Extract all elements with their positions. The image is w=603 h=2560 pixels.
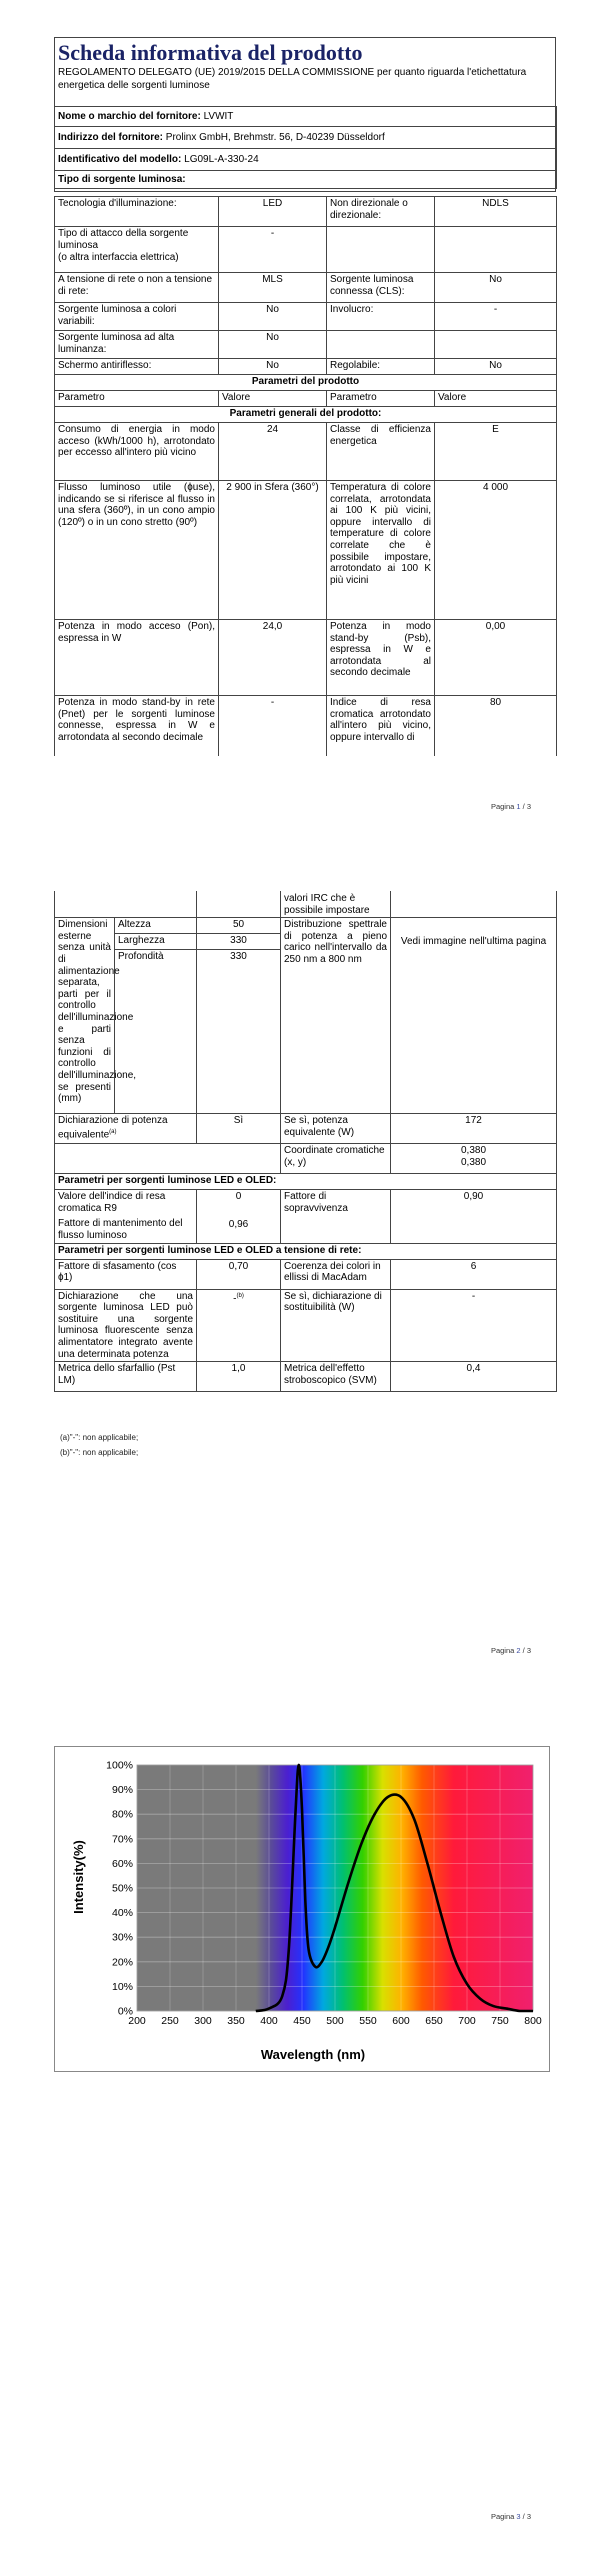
y-tick-label: 70%: [111, 1833, 133, 1846]
supplier-row: Nome o marchio del fornitore: LVWIT: [55, 107, 557, 127]
retro-label: Dichiarazione che una sorgente luminosa LED può sostituire una sorgente luminosa fluorescente senza alimentatore integrato avente una determinata potenza: [55, 1289, 197, 1362]
type-row-1-c: [327, 227, 435, 273]
y-tick-label: 30%: [111, 1931, 133, 1944]
general-row-1-d: 4 000: [435, 481, 557, 620]
y-tick-label: 20%: [111, 1956, 133, 1969]
general-row-3-d: 80: [435, 696, 557, 756]
x-tick-label: 300: [194, 2015, 212, 2027]
type-row-2-c: Sorgente luminosa connessa (CLS):: [327, 273, 435, 303]
r9-maint-label: Valore dell'indice di resa cromatica R9 Fattore di mantenimento del flusso luminoso: [55, 1190, 197, 1243]
survival-label: Fattore di sopravvivenza: [281, 1190, 391, 1243]
dimensions-label: Dimensioni esterne senza unità di alimentazione separata, parti per il controllo dell'illuminazione e parti senza funzioni di controllo dell'illuminazione, se presenti (mm): [55, 918, 115, 1114]
spectral-chart: [54, 1746, 550, 2072]
x-tick-label: 800: [524, 2015, 542, 2027]
spectral-value: Vedi immagine nell'ultima pagina: [391, 918, 557, 1114]
macadam-value: 6: [391, 1259, 557, 1289]
type-row-2-b: MLS: [219, 273, 327, 303]
page-2: [0, 843, 603, 1684]
page2-table: [54, 891, 557, 1392]
x-tick-label: 500: [326, 2015, 344, 2027]
equiv-power-label: Se sì, potenza equivalente (W): [281, 1114, 391, 1144]
params-header: Parametri del prodotto: [55, 375, 557, 391]
type-row-0-b: LED: [219, 197, 327, 227]
general-row-2-d: 0,00: [435, 620, 557, 696]
x-tick-label: 650: [425, 2015, 443, 2027]
type-row-0-a: Tecnologia d'illuminazione:: [55, 197, 219, 227]
page-number-2: Pagina 2 / 3: [490, 1646, 531, 1655]
x-tick-label: 600: [392, 2015, 410, 2027]
type-row-3-b: No: [219, 303, 327, 331]
equiv-value: Sì: [197, 1114, 281, 1144]
type-row-0-d: NDLS: [435, 197, 557, 227]
type-row-4-b: No: [219, 331, 327, 359]
general-row-0-a: Consumo di energia in modo acceso (kWh/1000 h), arrotondato per eccesso all'intero più vicino: [55, 423, 219, 481]
general-row-3-b: -: [219, 696, 327, 756]
cont-a: [55, 892, 115, 918]
y-tick-label: 60%: [111, 1857, 133, 1870]
mains-header: Parametri per sorgenti luminose LED e OLED a tensione di rete:: [55, 1243, 557, 1259]
type-row-3-c: Involucro:: [327, 303, 435, 331]
x-tick-label: 250: [161, 2015, 179, 2027]
model-row: Identificativo del modello: LG09L-A-330-24: [55, 149, 557, 171]
cont-b: [197, 892, 281, 918]
type-table: [54, 196, 557, 756]
x-tick-label: 700: [458, 2015, 476, 2027]
retro-power-label: Se sì, dichiarazione di sostituibilità (W): [281, 1289, 391, 1362]
flicker-label: Metrica dello sfarfallio (Pst LM): [55, 1362, 197, 1392]
cont-a2: [115, 892, 197, 918]
strobo-value: 0,4: [391, 1362, 557, 1392]
r9-maint-value: 0 0,96: [197, 1190, 281, 1243]
general-row-2-c: Potenza in modo stand-by (Psb), espressa in W e arrotondata al secondo decimale: [327, 620, 435, 696]
dim-height-value: 50: [197, 918, 281, 934]
y-tick-label: 40%: [111, 1907, 133, 1920]
y-tick-label: 100%: [106, 1759, 133, 1772]
address-row: Indirizzo del fornitore: Prolinx GmbH, Brehmstr. 56, D-40239 Düsseldorf: [55, 127, 557, 149]
dim-width-label: Larghezza: [115, 934, 197, 950]
general-row-1-c: Temperatura di colore correlata, arrotondata ai 100 K più vicini, oppure intervallo di temperature di colore correlate che è possibile impostare, arrotondato ai 100 K più vicini: [327, 481, 435, 620]
type-row-1-a: Tipo di attacco della sorgente luminosa (o altra interfaccia elettrica): [55, 227, 219, 273]
page-number-3: Pagina 3 / 3: [490, 2512, 531, 2521]
general-row-2-b: 24,0: [219, 620, 327, 696]
strobo-label: Metrica dell'effetto stroboscopico (SVM): [281, 1362, 391, 1392]
type-row-0-c: Non direzionale o direzionale:: [327, 197, 435, 227]
phase-label: Fattore di sfasamento (cos ɸ1): [55, 1259, 197, 1289]
col-header-param2: Parametro: [327, 391, 435, 407]
general-row-1-a: Flusso luminoso utile (ɸuse), indicando se si riferisce al flusso in una sfera (360º), in un cono ampio (120º) o in un cono stretto (90º): [55, 481, 219, 620]
x-axis-label: Wavelength (nm): [260, 2047, 366, 2062]
page-3: [0, 1686, 603, 2560]
spectral-label: Distribuzione spettrale di potenza a pieno carico nell'intervallo da 250 nm a 800 nm: [281, 918, 391, 1114]
x-tick-label: 400: [260, 2015, 278, 2027]
equiv-label: Dichiarazione di potenza equivalente$^{(a)}$: [55, 1114, 197, 1144]
survival-value: 0,90: [391, 1190, 557, 1243]
y-tick-label: 0%: [117, 2005, 133, 2018]
general-row-1-b: 2 900 in Sfera (360°): [219, 481, 327, 620]
flicker-value: 1,0: [197, 1362, 281, 1392]
y-tick-label: 50%: [111, 1882, 133, 1895]
y-tick-label: 80%: [111, 1808, 133, 1821]
dim-depth-value: 330: [197, 950, 281, 1114]
general-row-3-c: Indice di resa cromatica arrotondato all'intero più vicino, oppure intervallo di: [327, 696, 435, 756]
type-row-5-b: No: [219, 359, 327, 375]
general-row-0-d: E: [435, 423, 557, 481]
chroma-label: Coordinate cromatiche (x, y): [281, 1144, 391, 1174]
x-ticks: [128, 2015, 542, 2027]
x-tick-label: 450: [293, 2015, 311, 2027]
page-1: [0, 0, 603, 841]
dim-depth-label: Profondità: [115, 950, 197, 1114]
dim-width-value: 330: [197, 934, 281, 950]
regulation-text: REGOLAMENTO DELEGATO (UE) 2019/2015 DELLA COMMISSIONE per quanto riguarda l'etichettatura energetica delle sorgenti luminose: [58, 67, 527, 91]
general-row-3-a: Potenza in modo stand-by in rete (Pnet) per le sorgenti luminose connesse, espressa in W e arrotondata al secondo decimale: [55, 696, 219, 756]
x-tick-label: 550: [359, 2015, 377, 2027]
chroma-empty: [55, 1144, 281, 1174]
type-row-3-d: -: [435, 303, 557, 331]
general-row-0-c: Classe di efficienza energetica: [327, 423, 435, 481]
source-type-row: Tipo di sorgente luminosa:: [55, 171, 557, 189]
col-header-value: Valore: [219, 391, 327, 407]
type-row-2-a: A tensione di rete o non a tensione di rete:: [55, 273, 219, 303]
page-number-1: Pagina 1 / 3: [490, 802, 531, 811]
y-tick-label: 90%: [111, 1784, 133, 1797]
type-row-1-b: -: [219, 227, 327, 273]
x-tick-label: 200: [128, 2015, 146, 2027]
led-header: Parametri per sorgenti luminose LED e OLED:: [55, 1174, 557, 1190]
supplier-table: [54, 106, 557, 189]
chroma-value: 0,380 0,380: [391, 1144, 557, 1174]
phase-value: 0,70: [197, 1259, 281, 1289]
general-header: Parametri generali del prodotto:: [55, 407, 557, 423]
y-ticks: [106, 1760, 133, 2018]
footnote-a: (a)"-": non applicabile;: [60, 1433, 139, 1442]
equiv-power-value: 172: [391, 1114, 557, 1144]
spectral-chart-svg: [55, 1747, 551, 2073]
footnote-b: (b)"-": non applicabile;: [60, 1448, 139, 1457]
y-axis-label: Intensity(%): [71, 1840, 86, 1914]
retro-power-value: -: [391, 1289, 557, 1362]
page-title: Scheda informativa del prodotto: [58, 40, 363, 65]
type-row-5-c: Regolabile:: [327, 359, 435, 375]
type-row-2-d: No: [435, 273, 557, 303]
col-header-param: Parametro: [55, 391, 219, 407]
cont-c: valori IRC che è possibile impostare: [281, 892, 391, 918]
dim-height-label: Altezza: [115, 918, 197, 934]
x-tick-label: 750: [491, 2015, 509, 2027]
y-tick-label: 10%: [111, 1980, 133, 1993]
type-row-4-c: [327, 331, 435, 359]
type-row-4-d: [435, 331, 557, 359]
col-header-value2: Valore: [435, 391, 557, 407]
general-row-2-a: Potenza in modo acceso (Pon), espressa in W: [55, 620, 219, 696]
type-row-5-a: Schermo antiriflesso:: [55, 359, 219, 375]
general-row-0-b: 24: [219, 423, 327, 481]
x-tick-label: 350: [227, 2015, 245, 2027]
type-row-4-a: Sorgente luminosa ad alta luminanza:: [55, 331, 219, 359]
type-row-1-d: [435, 227, 557, 273]
cont-d: [391, 892, 557, 918]
macadam-label: Coerenza dei colori in ellissi di MacAdam: [281, 1259, 391, 1289]
type-row-3-a: Sorgente luminosa a colori variabili:: [55, 303, 219, 331]
type-row-5-d: No: [435, 359, 557, 375]
retro-value: -$^{(b)}$: [197, 1289, 281, 1362]
